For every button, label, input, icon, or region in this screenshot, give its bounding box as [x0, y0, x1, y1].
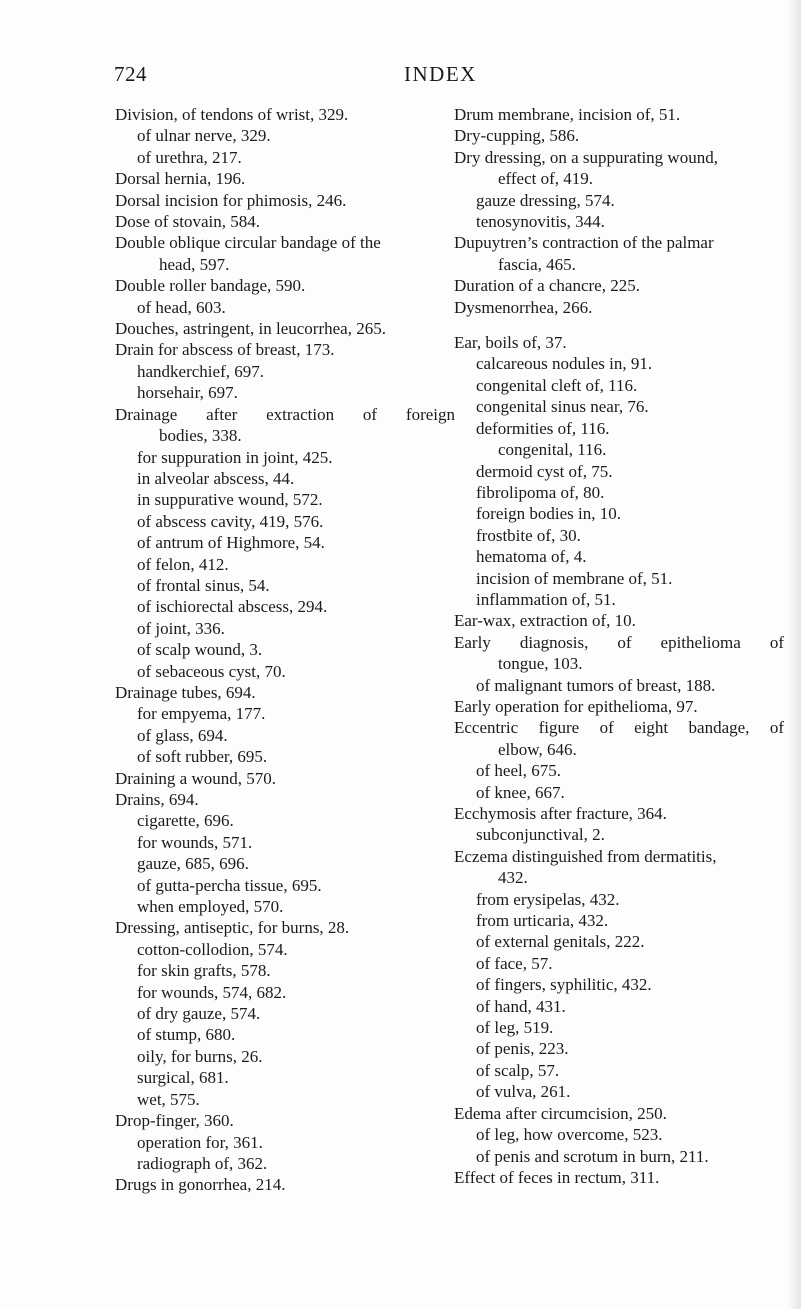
index-subentry: of penis and scrotum in burn, 211.	[476, 1146, 709, 1166]
index-entry: Ear, boils of, 37.	[454, 333, 567, 353]
index-subentry: of scalp wound, 3.	[137, 640, 263, 660]
index-column-left	[115, 104, 455, 1196]
index-subentry: for skin grafts, 578.	[137, 961, 271, 981]
index-subentry: of malignant tumors of breast, 188.	[476, 675, 716, 695]
index-subentry: of knee, 667.	[476, 782, 565, 802]
index-subentry: tenosynovitis, 344.	[476, 212, 605, 232]
index-entry-continuation: tongue, 103.	[498, 654, 583, 674]
index-subentry: in alveolar abscess, 44.	[137, 468, 295, 488]
index-subentry: wet, 575.	[137, 1089, 200, 1109]
index-subentry: gauze, 685, 696.	[137, 854, 249, 874]
index-subentry: incision of membrane of, 51.	[476, 568, 673, 588]
index-subentry: calcareous nodules in, 91.	[476, 354, 653, 374]
index-subentry: of frontal sinus, 54.	[137, 575, 270, 595]
index-entry: Duration of a chancre, 225.	[454, 276, 640, 296]
index-entry: Drains, 694.	[115, 790, 199, 809]
index-subentry: hematoma of, 4.	[476, 547, 587, 567]
index-subentry: of vulva, 261.	[476, 1082, 571, 1102]
index-subentry: from urticaria, 432.	[476, 911, 609, 931]
index-subentry: when employed, 570.	[137, 897, 284, 917]
index-entry: Drum membrane, incision of, 51.	[454, 105, 681, 124]
index-subentry: inflammation of, 51.	[476, 589, 616, 609]
index-subentry: fibrolipoma of, 80.	[476, 482, 605, 502]
index-entry: Drop-finger, 360.	[115, 1111, 234, 1131]
index-entry: Dressing, antiseptic, for burns, 28.	[115, 918, 350, 938]
index-subentry: foreign bodies in, 10.	[476, 504, 621, 524]
index-subentry: frostbite of, 30.	[476, 525, 581, 545]
index-subentry: for empyema, 177.	[137, 704, 266, 724]
index-subentry: of antrum of Highmore, 54.	[137, 533, 325, 553]
index-entry-continuation: elbow, 646.	[498, 739, 577, 759]
index-subentry: of gutta-percha tissue, 695.	[137, 875, 322, 895]
index-subentry: dermoid cyst of, 75.	[476, 461, 613, 481]
index-entry: Ear-wax, extraction of, 10.	[454, 611, 636, 631]
index-subentry: congenital cleft of, 116.	[476, 375, 638, 395]
page-number: 724	[114, 62, 147, 86]
page-header	[0, 62, 801, 92]
index-entry: Dry-cupping, 586.	[454, 126, 580, 146]
index-subentry: handkerchief, 697.	[137, 361, 264, 381]
index-entry: Division, of tendons of wrist, 329.	[115, 105, 349, 124]
index-subentry: from erysipelas, 432.	[476, 889, 620, 909]
index-entry-continuation: effect of, 419.	[498, 169, 594, 189]
index-subentry: of urethra, 217.	[137, 147, 242, 167]
index-subentry: of glass, 694.	[137, 725, 228, 745]
index-subentry: surgical, 681.	[137, 1068, 229, 1088]
index-entry: Early diagnosis, of epithelioma of	[454, 632, 784, 652]
index-subentry: of fingers, syphilitic, 432.	[476, 975, 652, 995]
section-gap	[454, 318, 784, 332]
index-entry-continuation: congenital, 116.	[498, 440, 607, 460]
index-entry: Draining a wound, 570.	[115, 768, 277, 788]
index-subentry: congenital sinus near, 76.	[476, 397, 649, 417]
index-subentry: of leg, 519.	[476, 1018, 554, 1038]
index-entry-continuation: head, 597.	[159, 254, 230, 274]
index-entry: Dose of stovain, 584.	[115, 212, 260, 232]
index-subentry: deformities of, 116.	[476, 418, 610, 438]
index-entry: Edema after circumcision, 250.	[454, 1103, 667, 1123]
index-subentry: of head, 603.	[137, 297, 226, 317]
index-entry-continuation: fascia, 465.	[498, 254, 576, 274]
index-subentry: of abscess cavity, 419, 576.	[137, 511, 324, 531]
index-entry: Double oblique circular bandage of the	[115, 233, 381, 253]
index-subentry: of stump, 680.	[137, 1025, 236, 1045]
running-title: INDEX	[404, 62, 477, 86]
index-subentry: of heel, 675.	[476, 761, 561, 781]
index-entry: Dysmenorrhea, 266.	[454, 297, 593, 317]
index-subentry: of soft rubber, 695.	[137, 747, 268, 767]
index-subentry: of joint, 336.	[137, 618, 225, 638]
index-subentry: for suppuration in joint, 425.	[137, 447, 333, 467]
index-entry: Effect of feces in rectum, 311.	[454, 1167, 660, 1187]
index-subentry: cigarette, 696.	[137, 811, 234, 831]
index-subentry: of face, 57.	[476, 953, 553, 973]
index-subentry: for wounds, 574, 682.	[137, 982, 287, 1002]
index-subentry: cotton-collodion, 574.	[137, 939, 288, 959]
index-column-right	[454, 104, 784, 1188]
index-entry: Eccentric figure of eight bandage, of	[454, 718, 784, 738]
index-entry: Double roller bandage, 590.	[115, 276, 306, 296]
index-subentry: oily, for burns, 26.	[137, 1046, 263, 1066]
index-entry: Dry dressing, on a suppurating wound,	[454, 147, 718, 167]
index-subentry: of scalp, 57.	[476, 1060, 560, 1080]
index-subentry: of leg, how overcome, 523.	[476, 1125, 663, 1145]
index-entry: Early operation for epithelioma, 97.	[454, 696, 698, 716]
index-subentry: for wounds, 571.	[137, 832, 253, 852]
index-subentry: of sebaceous cyst, 70.	[137, 661, 286, 681]
index-subentry: of ulnar nerve, 329.	[137, 126, 271, 146]
index-subentry: subconjunctival, 2.	[476, 825, 605, 845]
index-subentry: radiograph of, 362.	[137, 1153, 268, 1173]
index-entry: Dupuytren’s contraction of the palmar	[454, 233, 714, 253]
index-subentry: of dry gauze, 574.	[137, 1004, 261, 1024]
index-entry: Dorsal hernia, 196.	[115, 169, 246, 189]
index-entry: Dorsal incision for phimosis, 246.	[115, 190, 347, 210]
index-subentry: operation for, 361.	[137, 1132, 263, 1152]
index-subentry: of ischiorectal abscess, 294.	[137, 597, 328, 617]
index-subentry: gauze dressing, 574.	[476, 190, 615, 210]
index-entry: Drainage after extraction of foreign	[115, 404, 455, 424]
index-subentry: horsehair, 697.	[137, 383, 238, 403]
index-entry: Eczema distinguished from dermatitis,	[454, 846, 717, 866]
index-entry: Douches, astringent, in leucorrhea, 265.	[115, 319, 386, 339]
index-entry-continuation: bodies, 338.	[159, 426, 242, 446]
index-entry: Drugs in gonorrhea, 214.	[115, 1175, 286, 1195]
index-subentry: of hand, 431.	[476, 996, 566, 1016]
index-subentry: of penis, 223.	[476, 1039, 569, 1059]
index-subentry: of felon, 412.	[137, 554, 229, 574]
index-entry: Drainage tubes, 694.	[115, 682, 256, 702]
index-entry: Drain for abscess of breast, 173.	[115, 340, 335, 360]
index-entry-continuation: 432.	[498, 868, 528, 888]
index-subentry: in suppurative wound, 572.	[137, 490, 323, 510]
page-edge-shadow	[787, 0, 801, 1309]
index-entry: Ecchymosis after fracture, 364.	[454, 804, 667, 823]
index-subentry: of external genitals, 222.	[476, 932, 645, 952]
